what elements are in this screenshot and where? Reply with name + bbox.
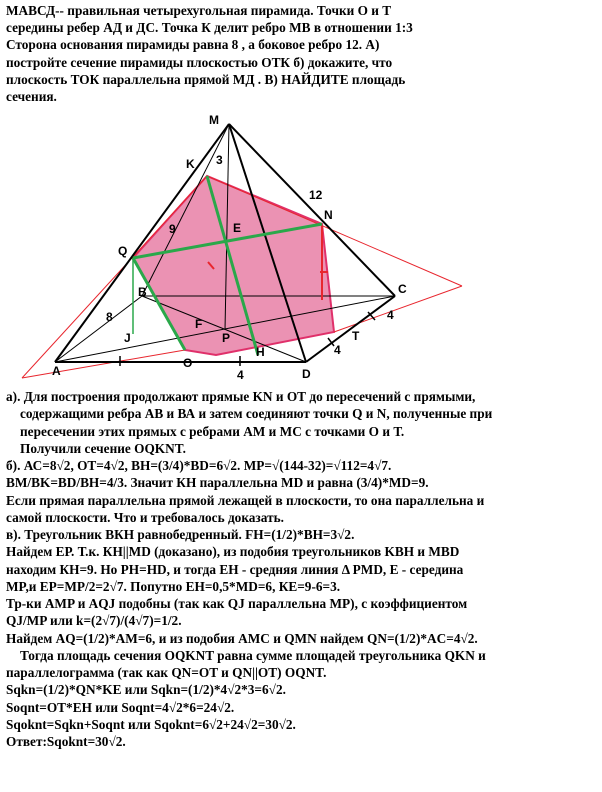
- solution-line: Найдем AQ=(1/2)*AM=6, и из подобия AMC и QMN найдем QN=(1/2)*AC=4√2.: [6, 630, 478, 646]
- label-b: B: [138, 285, 147, 299]
- problem-statement: [6, 2, 598, 105]
- solution-line: находим КН=9. Но PH=HD, и тогда ЕН - средняя линия Δ PMD, Е - середина: [6, 561, 464, 577]
- pyramid-figure: [0, 104, 602, 386]
- problem-line: середины ребер АД и ДС. Точка К делит ребро МВ в отношении 1:3: [6, 20, 413, 36]
- solution-line: Soqnt=OT*EH или Soqnt=4√2*6=24√2.: [6, 699, 235, 715]
- solution-line: параллелограмма (так как QN=OT и QN||OT) OQNT.: [6, 665, 327, 680]
- solution-line: MP,и EP=MP/2=2√7. Попутно ЕН=0,5*MD=6, КЕ=9-6=3.: [6, 578, 341, 594]
- label-m: M: [209, 113, 219, 127]
- label-k: K: [186, 157, 195, 171]
- solution-line: б). АС=8√2, ОТ=4√2, ВН=(3/4)*ВD=6√2. MP=√(144-32)=√112=4√7.: [6, 458, 392, 473]
- label-p: P: [222, 331, 231, 345]
- solution-line: содержащими ребра АВ и ВА и затем соединяют точки Q и N, полученные при: [20, 406, 493, 422]
- number-km: 3: [216, 153, 223, 167]
- label-h: H: [256, 345, 265, 359]
- solution-line: Получили сечение OQKNT.: [20, 440, 186, 456]
- problem-line: плоскость ТОК параллельна прямой МД . В) НАЙДИТЕ площадь: [6, 71, 406, 87]
- solution-line: в). Треугольник ВКН равнобедренный. FH=(1/2)*ВН=3√2.: [6, 527, 355, 542]
- label-o: O: [183, 356, 193, 370]
- number-ct: 4: [387, 308, 394, 322]
- problem-line: сечения.: [6, 89, 57, 105]
- label-t: T: [352, 329, 360, 343]
- number-ab: 8: [106, 310, 113, 324]
- label-e: E: [233, 221, 242, 235]
- solution-line: Sqkn=(1/2)*QN*KE или Sqkn=(1/2)*4√2*3=6√2.: [6, 682, 286, 698]
- solution-line: а). Для построения продолжают прямые KN и ОТ до пересечений с прямыми,: [6, 389, 476, 404]
- solution-line: Тр-ки AMP и AQJ подобны (так как QJ параллельна MP), с коэффициентом: [6, 596, 468, 611]
- solution-line: Ответ:Sqoknt=30√2.: [6, 734, 126, 749]
- solution-line: Если прямая параллельна прямой лежащей в плоскости, то она параллельна и: [6, 492, 485, 508]
- solution-line: BM/BK=BD/BH=4/3. Значит КН параллельна MD и равна (3/4)*MD=9.: [6, 475, 429, 491]
- problem-line: постройте сечение пирамиды плоскостью ОТК б) докажите, что: [6, 54, 393, 70]
- solution-line: Тогда площадь сечения OQKNT равна сумме площадей треугольника QKN и: [20, 647, 486, 663]
- label-a: A: [52, 364, 61, 378]
- number-nm: 12: [309, 188, 323, 202]
- solution-line: самой плоскости. Что и требовалось доказать.: [6, 509, 284, 525]
- solution-text: [6, 388, 598, 750]
- solution-line: Найдем ЕР. Т.к. КН||MD (доказано), из подобия треугольников KBH и MBD: [6, 544, 460, 560]
- solution-line: Sqoknt=Sqkn+Soqnt или Sqoknt=6√2+24√2=30√2.: [6, 716, 296, 732]
- number-td: 4: [334, 343, 341, 357]
- number-qk: 9: [169, 222, 176, 236]
- label-f: F: [195, 317, 203, 331]
- number-od: 4: [237, 368, 244, 382]
- solution-line: QJ/MP или k=(2√7)/(4√7)=1/2.: [6, 613, 182, 629]
- label-c: C: [398, 282, 407, 296]
- solution-line: пересечении этих прямых с ребрами АМ и МС с точками О и Т.: [20, 423, 405, 439]
- problem-line: МАВСД-- правильная четырехугольная пирамида. Точки О и Т: [6, 3, 392, 18]
- label-j: J: [124, 331, 131, 345]
- label-n: N: [324, 208, 333, 222]
- label-d: D: [302, 367, 311, 381]
- label-q: Q: [118, 244, 128, 258]
- problem-line: Сторона основания пирамиды равна 8 , а боковое ребро 12. А): [6, 37, 380, 53]
